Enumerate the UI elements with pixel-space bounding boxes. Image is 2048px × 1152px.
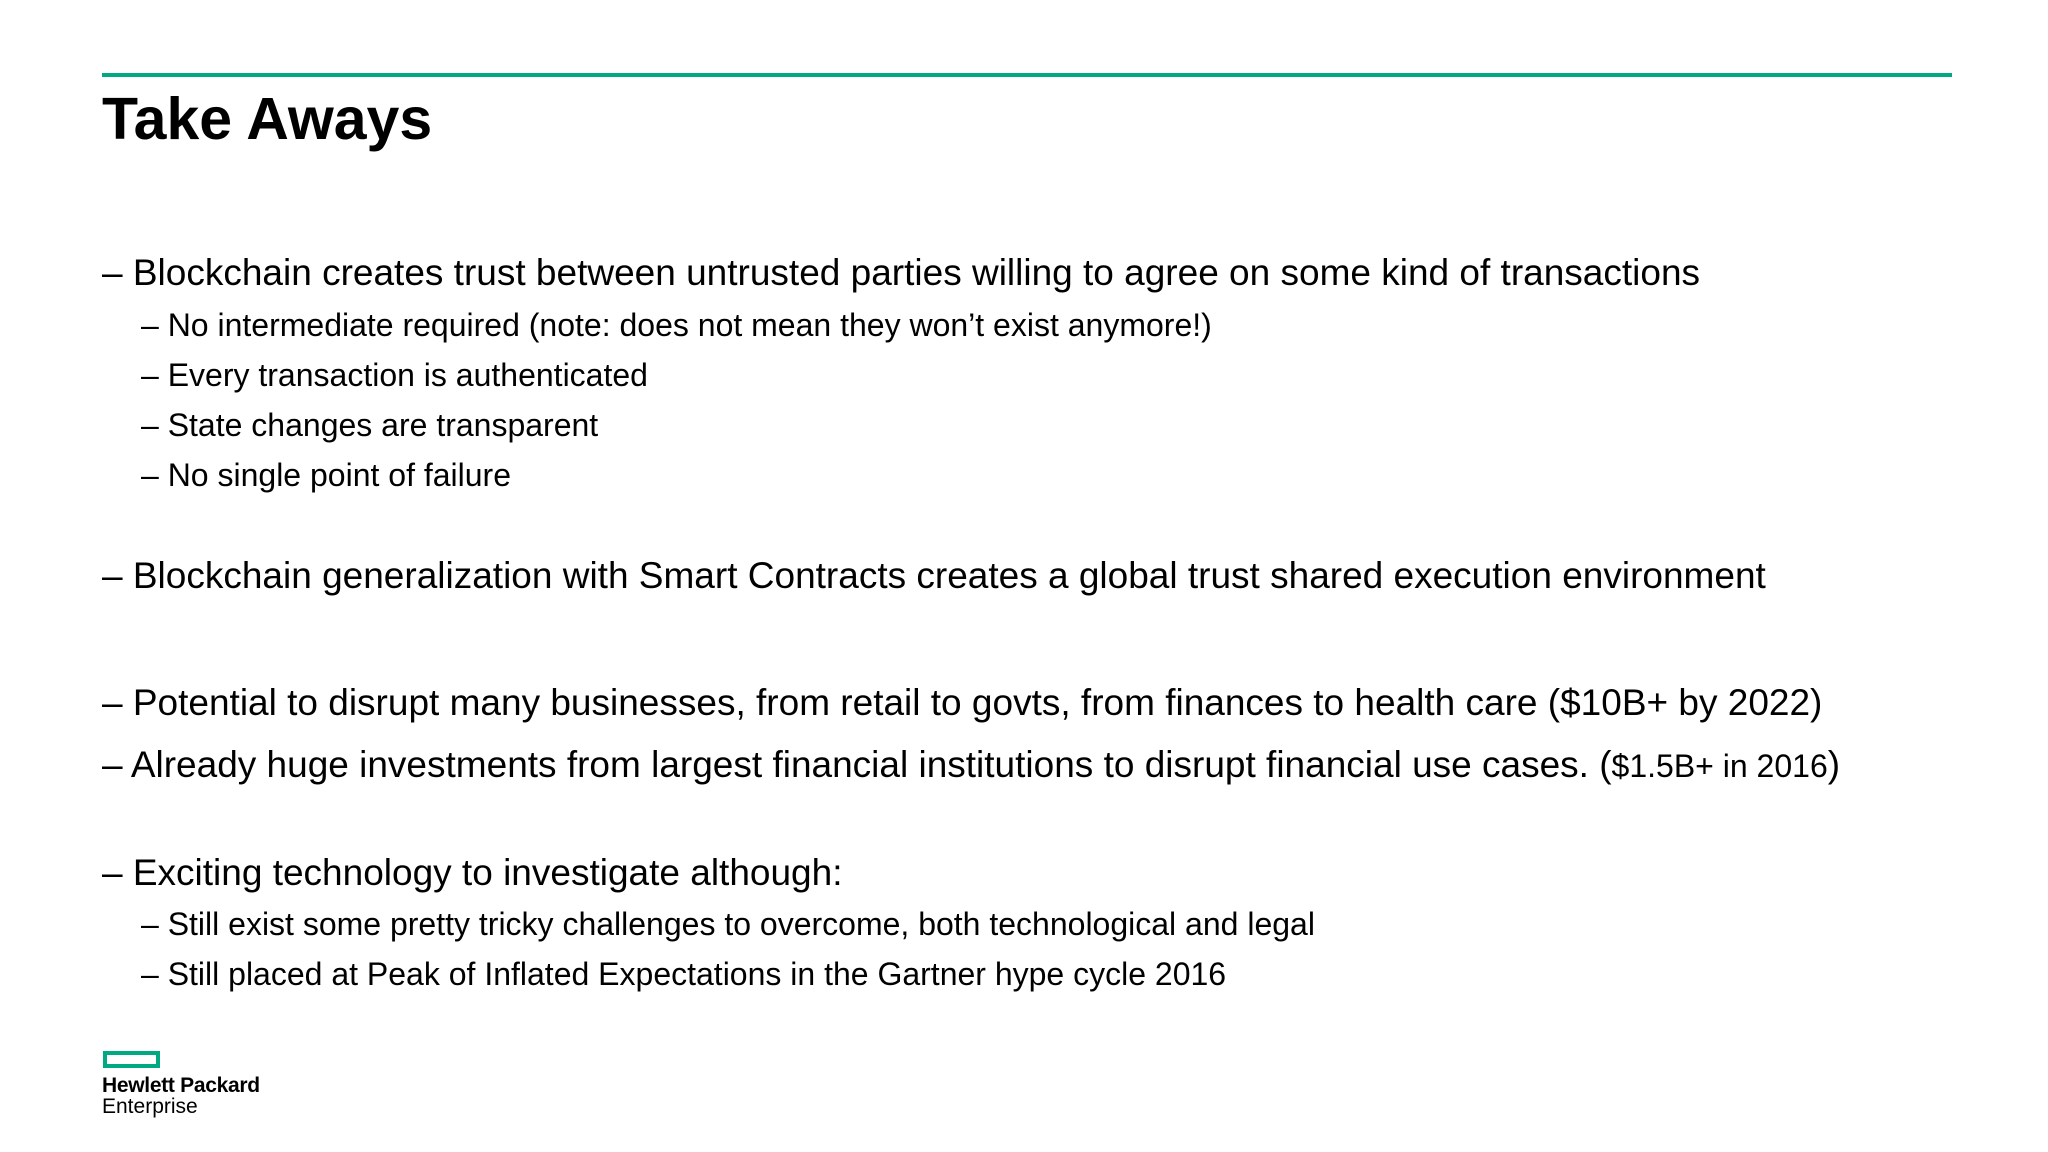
slide-title: Take Aways <box>102 86 433 152</box>
hpe-rectangle-logo-icon <box>103 1051 160 1068</box>
bullet-disrupt-businesses: – Potential to disrupt many businesses, from retail to govts, from finances to health care ($10B+ by 2022) <box>102 682 1823 723</box>
bullet-smart-contracts: – Blockchain generalization with Smart Contracts creates a global trust shared execution environment <box>102 555 1766 596</box>
bullet-blockchain-trust: – Blockchain creates trust between untrusted parties willing to agree on some kind of transactions <box>102 252 1701 293</box>
sub-bullet-challenges: – Still exist some pretty tricky challenges to overcome, both technological and legal <box>141 906 1315 942</box>
bullet-exciting-technology: – Exciting technology to investigate although: <box>102 852 843 893</box>
logo-company-name: Hewlett Packard <box>102 1074 260 1097</box>
sub-bullet-no-intermediate: – No intermediate required (note: does not mean they won’t exist anymore!) <box>141 307 1212 343</box>
hpe-logo <box>102 1051 342 1123</box>
sub-bullet-transparent: – State changes are transparent <box>141 407 599 443</box>
sub-bullet-no-single-failure: – No single point of failure <box>141 457 511 493</box>
bullet-investments-close: ) <box>1827 744 1841 785</box>
sub-bullet-gartner: – Still placed at Peak of Inflated Expectations in the Gartner hype cycle 2016 <box>141 956 1227 992</box>
bullet-investments <box>102 743 1840 788</box>
investment-amount-note: $1.5B+ in 2016 <box>1611 748 1828 784</box>
sub-bullet-authenticated: – Every transaction is authenticated <box>141 357 648 393</box>
title-rule <box>102 73 1952 77</box>
bullet-investments-text: – Already huge investments from largest financial institutions to disrupt financial use cases. ( <box>102 744 1612 785</box>
logo-company-sub: Enterprise <box>102 1095 198 1118</box>
